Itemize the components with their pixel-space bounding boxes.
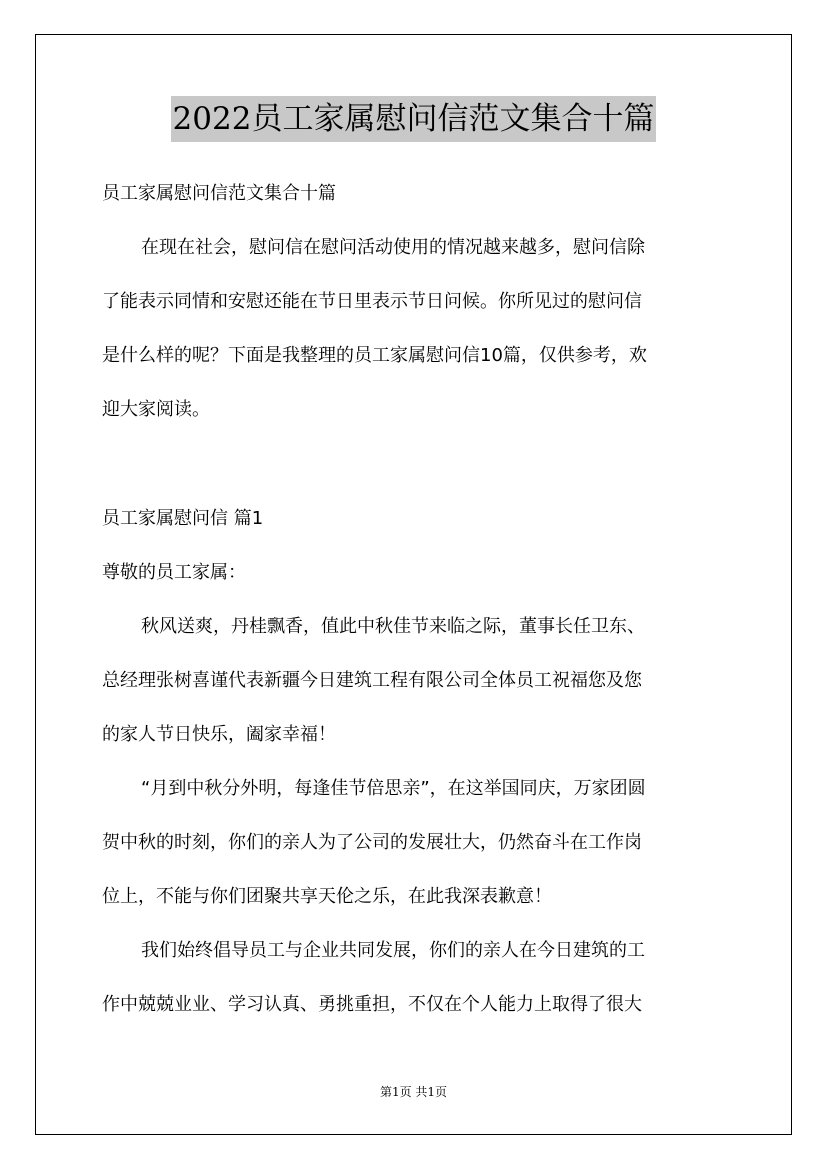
intro-line-1: 在现在社会，慰问信在慰问活动使用的情况越来越多，慰问信除 (141, 237, 645, 258)
para2-line-3: 位上，不能与你们团聚共享天伦之乐，在此我深表歉意！ (102, 886, 552, 907)
para1-line-3: 的家人节日快乐，阖家幸福！ (102, 724, 336, 745)
para1-line-1: 秋风送爽，丹桂飘香，值此中秋佳节来临之际，董事长任卫东、 (141, 616, 645, 637)
document-title: 2022员工家属慰问信范文集合十篇 (171, 96, 657, 142)
title-container (0, 96, 827, 142)
document-subtitle: 员工家属慰问信范文集合十篇 (102, 183, 336, 204)
page-footer: 第1页 共1页 (379, 1085, 448, 1099)
para2-line-2: 贺中秋的时刻，你们的亲人为了公司的发展壮大，仍然奋斗在工作岗 (102, 832, 642, 853)
para3-line-2: 作中兢兢业业、学习认真、勇挑重担，不仅在个人能力上取得了很大 (102, 994, 642, 1015)
intro-line-3: 是什么样的呢？下面是我整理的员工家属慰问信10篇，仅供参考，欢 (102, 345, 647, 366)
para1-line-2: 总经理张树喜谨代表新疆今日建筑工程有限公司全体员工祝福您及您 (102, 670, 642, 691)
para3-line-1: 我们始终倡导员工与企业共同发展，你们的亲人在今日建筑的工 (141, 940, 645, 961)
intro-line-4: 迎大家阅读。 (102, 399, 210, 420)
salutation: 尊敬的员工家属： (102, 562, 246, 583)
section-heading: 员工家属慰问信 篇1 (102, 508, 264, 529)
intro-line-2: 了能表示同情和安慰还能在节日里表示节日问候。你所见过的慰问信 (102, 291, 642, 312)
para2-line-1: “月到中秋分外明，每逢佳节倍思亲”，在这举国同庆，万家团圆 (141, 778, 646, 799)
